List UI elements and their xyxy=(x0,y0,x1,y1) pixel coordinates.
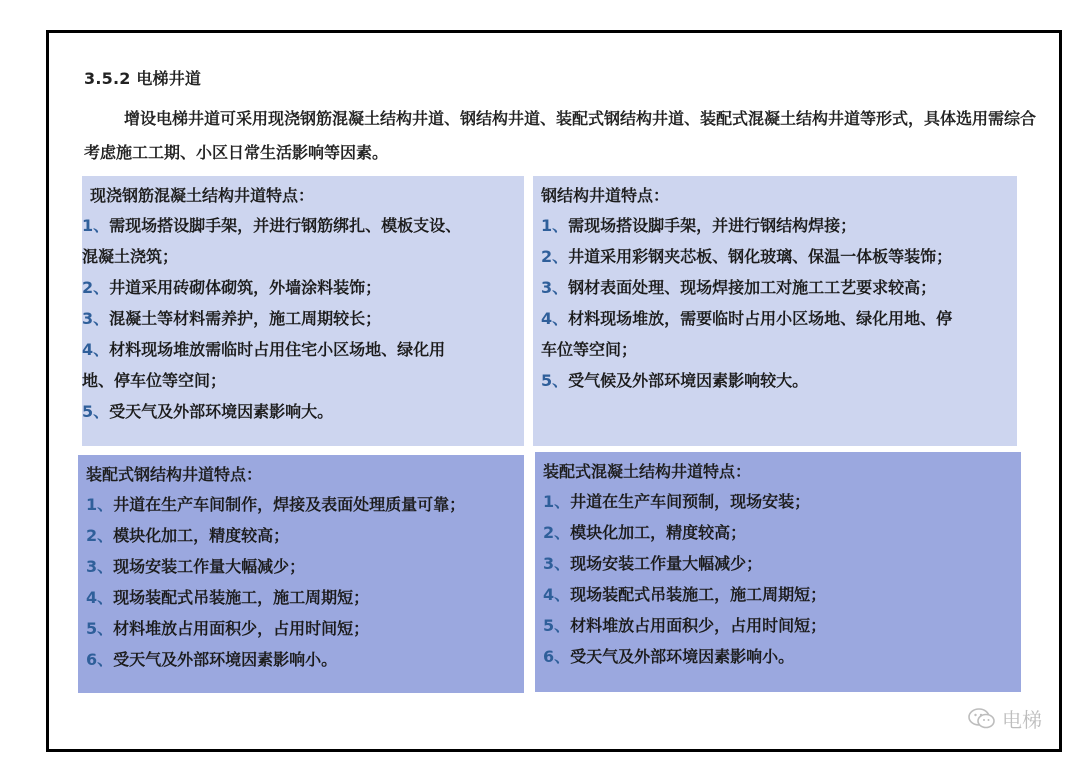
item-text: 井道在生产车间制作，焊接及表面处理质量可靠； xyxy=(113,495,466,514)
item-number: 2、 xyxy=(82,278,110,297)
item-number: 1、 xyxy=(543,492,571,511)
item-number: 3、 xyxy=(86,557,114,576)
item-number: 5、 xyxy=(543,616,571,635)
item-text: 现场安装工作量大幅减少； xyxy=(113,557,306,576)
item-text: 材料堆放占用面积少，占用时间短； xyxy=(113,619,370,638)
list-item xyxy=(533,303,1017,334)
item-number: 1、 xyxy=(82,216,110,235)
list-item xyxy=(535,641,1021,672)
item-text: 受天气及外部环境因素影响大。 xyxy=(109,402,334,421)
cast-concrete-box xyxy=(82,176,524,446)
list-item xyxy=(535,579,1021,610)
item-text: 受天气及外部环境因素影响小。 xyxy=(570,647,795,666)
item-number: 4、 xyxy=(86,588,114,607)
item-text: 井道采用砖砌体砌筑，外墙涂料装饰； xyxy=(109,278,382,297)
box-title: 钢结构井道特点： xyxy=(541,186,670,205)
item-number: 3、 xyxy=(541,278,569,297)
item-text: 模块化加工，精度较高； xyxy=(113,526,290,545)
item-number: 3、 xyxy=(82,309,110,328)
item-number: 3、 xyxy=(543,554,571,573)
item-text: 混凝土等材料需养护，施工周期较长； xyxy=(109,309,382,328)
item-text: 现场装配式吊装施工，施工周期短； xyxy=(113,588,370,607)
item-text: 材料现场堆放，需要临时占用小区场地、绿化用地、停 xyxy=(568,309,953,328)
list-item xyxy=(82,396,524,427)
list-item-continuation: 地、停车位等空间； xyxy=(82,371,227,390)
list-item-continuation: 车位等空间； xyxy=(541,340,638,359)
item-text: 模块化加工，精度较高； xyxy=(570,523,747,542)
item-number: 1、 xyxy=(86,495,114,514)
item-text: 材料现场堆放需临时占用住宅小区场地、绿化用 xyxy=(109,340,446,359)
list-item xyxy=(533,241,1017,272)
intro-paragraph: 增设电梯井道可采用现浇钢筋混凝土结构井道、钢结构井道、装配式钢结构井道、装配式混凝土结构井道等形式，具体选用需综合考虑施工工期、小区日常生活影响等因素。 xyxy=(84,109,1037,162)
item-number: 4、 xyxy=(82,340,110,359)
item-number: 5、 xyxy=(86,619,114,638)
list-item xyxy=(535,517,1021,548)
list-item xyxy=(533,365,1017,396)
box-title: 现浇钢筋混凝土结构井道特点： xyxy=(90,186,315,205)
list-item xyxy=(78,551,524,582)
list-item xyxy=(82,210,524,241)
item-number: 4、 xyxy=(543,585,571,604)
item-text: 材料堆放占用面积少，占用时间短； xyxy=(570,616,827,635)
prefab-concrete-box xyxy=(535,452,1021,692)
item-text: 需现场搭设脚手架，并进行钢筋绑扎、模板支设、 xyxy=(109,216,462,235)
item-text: 井道采用彩钢夹芯板、钢化玻璃、保温一体板等装饰； xyxy=(568,247,953,266)
item-number: 2、 xyxy=(541,247,569,266)
item-number: 4、 xyxy=(541,309,569,328)
watermark xyxy=(968,704,1042,735)
item-text: 钢材表面处理、现场焊接加工对施工工艺要求较高； xyxy=(568,278,937,297)
list-item xyxy=(82,334,524,365)
item-number: 1、 xyxy=(541,216,569,235)
watermark-text: 电梯 xyxy=(1002,708,1042,732)
item-number: 6、 xyxy=(543,647,571,666)
section-title: 3.5.2 电梯井道 xyxy=(84,69,202,88)
list-item xyxy=(78,582,524,613)
list-item xyxy=(535,610,1021,641)
list-item xyxy=(535,548,1021,579)
prefab-steel-box xyxy=(78,455,524,693)
list-item-continuation: 混凝土浇筑； xyxy=(82,247,179,266)
item-number: 2、 xyxy=(86,526,114,545)
item-text: 受气候及外部环境因素影响较大。 xyxy=(568,371,809,390)
item-text: 需现场搭设脚手架，并进行钢结构焊接； xyxy=(568,216,857,235)
list-item xyxy=(535,486,1021,517)
box-title: 装配式混凝土结构井道特点： xyxy=(543,462,752,481)
wechat-icon xyxy=(968,708,996,735)
steel-box xyxy=(533,176,1017,446)
list-item xyxy=(82,303,524,334)
item-number: 5、 xyxy=(541,371,569,390)
item-number: 6、 xyxy=(86,650,114,669)
item-text: 井道在生产车间预制，现场安装； xyxy=(570,492,811,511)
list-item xyxy=(78,489,524,520)
item-text: 现场安装工作量大幅减少； xyxy=(570,554,763,573)
list-item xyxy=(82,272,524,303)
item-text: 受天气及外部环境因素影响小。 xyxy=(113,650,338,669)
item-text: 现场装配式吊装施工，施工周期短； xyxy=(570,585,827,604)
list-item xyxy=(78,520,524,551)
list-item xyxy=(78,644,524,675)
list-item xyxy=(533,210,1017,241)
item-number: 5、 xyxy=(82,402,110,421)
box-title: 装配式钢结构井道特点： xyxy=(86,465,263,484)
list-item xyxy=(78,613,524,644)
list-item xyxy=(533,272,1017,303)
item-number: 2、 xyxy=(543,523,571,542)
